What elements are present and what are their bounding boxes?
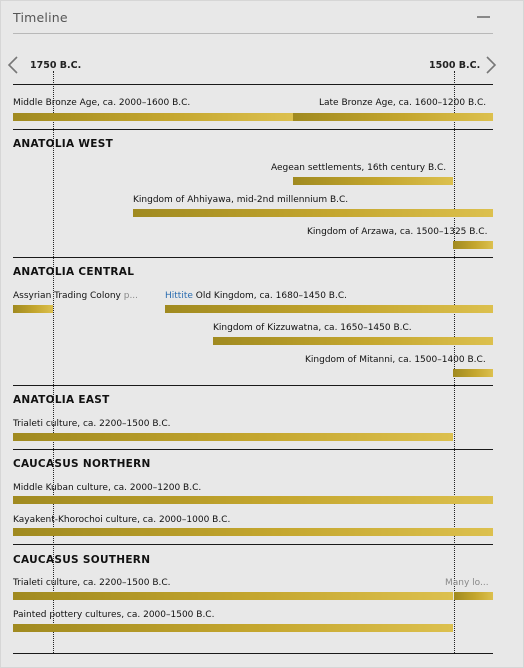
divider [13,129,493,130]
period-label-middle-bronze[interactable]: Middle Bronze Age, ca. 2000–1600 B.C. [13,98,191,108]
label-text: Assyrian Trading Colony [13,291,121,301]
item-label[interactable]: Painted pottery cultures, ca. 2000–1500 B.C. [13,610,215,620]
item-bar[interactable] [13,496,493,504]
hittite-link[interactable]: Hittite [165,291,193,301]
divider [13,385,493,386]
item-bar[interactable] [453,369,493,377]
item-bar[interactable] [293,177,453,185]
item-label[interactable]: Kingdom of Arzawa, ca. 1500–1325 B.C. [307,227,488,237]
period-bar-late-bronze[interactable] [293,113,493,121]
chevron-left-icon[interactable] [5,55,21,75]
item-bar[interactable] [165,305,493,313]
item-label[interactable]: Kayakent-Khorochoi culture, ca. 2000–1000 B.C. [13,515,231,525]
item-bar[interactable] [13,528,493,536]
item-bar[interactable] [13,592,453,600]
item-label[interactable]: Kingdom of Mitanni, ca. 1500–1400 B.C. [305,355,486,365]
item-bar[interactable] [13,433,453,441]
divider [13,449,493,450]
label-text: Old Kingdom, ca. 1680–1450 B.C. [192,291,347,301]
truncated-text: p... [123,291,139,301]
divider [13,544,493,545]
item-label[interactable]: Middle Kuban culture, ca. 2000–1200 B.C. [13,483,202,493]
item-bar[interactable] [13,624,453,632]
period-bar-middle-bronze[interactable] [13,113,293,121]
item-bar[interactable] [453,241,493,249]
item-label[interactable]: Kingdom of Kizzuwatna, ca. 1650–1450 B.C. [213,323,412,333]
item-bar[interactable] [133,209,493,217]
item-label[interactable]: Kingdom of Ahhiyawa, mid-2nd millennium B.C. [133,195,349,205]
end-date-label: 1500 B.C. [429,60,481,71]
item-label[interactable]: Trialeti culture, ca. 2200–1500 B.C. [13,419,171,429]
item-label[interactable]: Trialeti culture, ca. 2200–1500 B.C. [13,578,171,588]
item-label[interactable] [165,291,347,301]
collapse-button[interactable] [477,16,490,18]
section-title: CAUCASUS NORTHERN [13,458,151,470]
section-title: ANATOLIA CENTRAL [13,266,135,278]
item-bar[interactable] [213,337,493,345]
item-bar[interactable] [13,305,53,313]
divider [13,84,493,85]
divider [13,257,493,258]
section-title: ANATOLIA WEST [13,138,114,150]
divider [13,653,493,654]
item-label[interactable] [13,291,138,301]
panel-title: Timeline [13,10,68,25]
chevron-right-icon[interactable] [483,55,499,75]
item-bar[interactable] [454,592,493,600]
section-title: ANATOLIA EAST [13,394,110,406]
item-label[interactable]: Many lo... [445,578,489,588]
section-title: CAUCASUS SOUTHERN [13,554,151,566]
item-label[interactable]: Aegean settlements, 16th century B.C. [271,163,447,173]
header-divider [13,33,493,34]
period-label-late-bronze[interactable]: Late Bronze Age, ca. 1600–1200 B.C. [319,98,487,108]
start-date-label: 1750 B.C. [30,60,82,71]
